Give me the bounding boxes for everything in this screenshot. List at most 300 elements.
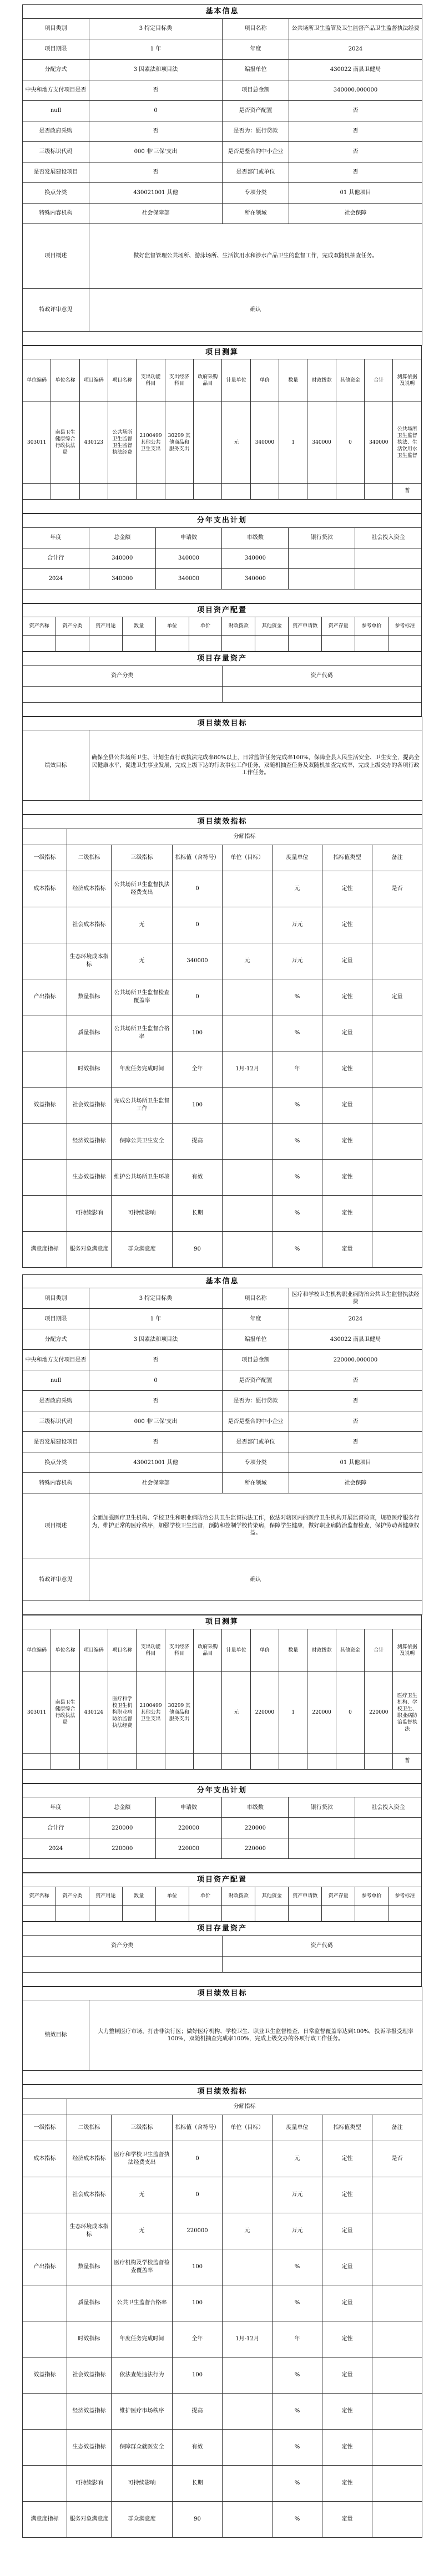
spacer-cell [23, 702, 422, 716]
detail-cell [194, 1671, 222, 1753]
indicator-cell: 全年 [173, 2321, 223, 2357]
section-title-row [23, 1922, 422, 1936]
indicator-cell: 0 [173, 907, 223, 943]
plan-cell: 340000 [222, 548, 289, 568]
indicator-row [23, 1123, 422, 1159]
indicator-cell [223, 2501, 273, 2537]
indicator-cell [372, 2501, 422, 2537]
indicator-cell [223, 2429, 273, 2465]
empty-cell [222, 636, 255, 652]
column-header: 单位名称 [51, 359, 79, 402]
section-title-row [23, 2085, 422, 2099]
indicator-cell: 公共场所卫生监督合格率 [112, 1015, 173, 1051]
column-header: 社会投入资金 [355, 527, 422, 548]
existing-header-row [23, 1935, 422, 1956]
field-value: 否 [89, 80, 223, 100]
field-value: 否 [289, 141, 422, 162]
asset-header-row [23, 617, 422, 636]
field-label: 特殊内容机构 [23, 203, 89, 223]
indicator-cell [223, 2177, 273, 2213]
indicator-cell [372, 1159, 422, 1195]
indicator-cell: 定性 [322, 2177, 372, 2213]
field-value: 社会保障 [289, 203, 422, 223]
existing-header-row [23, 665, 422, 686]
info-row [23, 80, 422, 100]
empty-cell [307, 1753, 336, 1769]
indicator-row [23, 1015, 422, 1051]
field-value: 3 特定目标类 [89, 18, 223, 39]
indicator-cell [23, 2465, 67, 2501]
column-header: 数量 [122, 1887, 155, 1906]
info-row [23, 182, 422, 203]
column-header: 政府采购品目 [194, 1629, 222, 1671]
spacer-cell [23, 500, 422, 514]
empty-cell [23, 636, 56, 652]
empty-cell [194, 1753, 222, 1769]
column-header: 市级数 [222, 527, 289, 548]
empty-cell [222, 686, 422, 702]
column-header: 计量单位 [222, 359, 250, 402]
column-header: 项目名称 [108, 359, 137, 402]
indicator-cell: 元 [223, 943, 273, 979]
section-title-row [23, 1986, 422, 2000]
field-label: 是否政府采购 [23, 121, 89, 141]
column-header: 其他资金 [255, 617, 289, 636]
empty-cell [189, 636, 222, 652]
column-header: 一级指标 [23, 845, 67, 871]
field-value: 01 其他项目 [289, 1452, 422, 1473]
field-label: 三级标识代码 [23, 1411, 89, 1432]
field-value: 社会保障部 [89, 203, 223, 223]
empty-cell [365, 484, 393, 500]
perf-goal-title: 项目绩效目标 [23, 1986, 422, 2000]
column-header: 单价 [189, 617, 222, 636]
asset-empty-row [23, 636, 422, 652]
plan-cell: 合计行 [23, 1818, 89, 1838]
column-header: 资产存量 [322, 1887, 355, 1906]
plan-cell [355, 568, 422, 589]
indicator-row [23, 1087, 422, 1123]
plan-cell [355, 1818, 422, 1838]
indicator-row [23, 2465, 422, 2501]
empty-cell [355, 1906, 389, 1922]
summary-row [23, 223, 422, 288]
field-label: 所在领域 [223, 203, 289, 223]
indicator-cell: 无 [112, 2213, 173, 2249]
column-header: 参考标准 [388, 617, 421, 636]
indicator-cell [223, 2249, 273, 2285]
field-label: 是否资产配置 [223, 100, 289, 121]
indicator-cell: 定量 [322, 2285, 372, 2321]
plan-cell: 2024 [23, 1838, 89, 1859]
indicator-cell: 无 [112, 2177, 173, 2213]
indicator-cell [223, 1231, 273, 1267]
detail-cell: 30299 其他商品和服务支出 [165, 402, 193, 484]
indicator-cell: 效益指标 [23, 2357, 67, 2393]
indicator-cell: 定性 [322, 979, 372, 1015]
indicator-cell: % [273, 1123, 322, 1159]
column-header: 单价 [189, 1887, 222, 1906]
indicator-cell: 定性 [322, 1159, 372, 1195]
indicator-cell: 100 [173, 2285, 223, 2321]
column-header: 二级指标 [67, 2115, 112, 2141]
info-row [23, 141, 422, 162]
detail-cell: 医疗和学校卫生机构职业病防治监督执法经费 [108, 1671, 137, 1753]
indicator-header-row [23, 845, 422, 871]
plan-cell: 340000 [89, 568, 155, 589]
indicator-cell: 定量 [322, 2249, 372, 2285]
indicator-row [23, 979, 422, 1015]
indicator-cell: % [273, 2393, 322, 2429]
indicator-cell: 社会成本指标 [67, 2177, 112, 2213]
indicator-cell: 90 [173, 2501, 223, 2537]
field-label: 项目期限 [23, 1309, 89, 1329]
indicator-row [23, 1231, 422, 1267]
info-row [23, 100, 422, 121]
indicator-cell: 服务对象满意度 [67, 1231, 112, 1267]
column-header: 单位编码 [23, 1629, 51, 1671]
column-header: 社会投入资金 [355, 1797, 422, 1818]
indicator-cell: 群众满意度 [112, 1231, 173, 1267]
empty-cell [23, 1906, 56, 1922]
indicator-cell: 100 [173, 1087, 223, 1123]
indicator-cell: 定性 [322, 1195, 372, 1231]
plan-cell [289, 568, 355, 589]
info-row [23, 1370, 422, 1391]
footer-mark: 普 [393, 1753, 422, 1769]
indicator-cell: 0 [173, 979, 223, 1015]
field-label: 编报单位 [223, 59, 289, 80]
column-header: 测算依据及说明 [393, 359, 422, 402]
basic-info-title: 基本信息 [23, 1274, 422, 1288]
indicator-cell [23, 2213, 67, 2249]
column-header: 其他资金 [336, 359, 364, 402]
column-header: 项目编码 [79, 1629, 108, 1671]
detail-cell [194, 402, 222, 484]
field-value: 000 非'三保'支出 [89, 141, 223, 162]
existing-asset-title: 项目存量资产 [23, 652, 422, 666]
indicator-cell [372, 2285, 422, 2321]
indicator-row [23, 1051, 422, 1087]
field-value: 否 [289, 1432, 422, 1452]
indicator-cell [372, 2249, 422, 2285]
summary-row [23, 1493, 422, 1558]
section-title-row [23, 1784, 422, 1797]
indicator-cell: 0 [173, 2177, 223, 2213]
spacer-row [23, 500, 422, 514]
indicator-cell: 经济效益指标 [67, 1123, 112, 1159]
column-header: 资产名称 [23, 1887, 56, 1906]
existing-asset-table [22, 652, 422, 717]
field-label: 项目期限 [23, 39, 89, 59]
empty-cell [79, 1753, 108, 1769]
section-title-row [23, 1274, 422, 1288]
column-header: 年度 [23, 527, 89, 548]
detail-title: 项目测算 [23, 346, 422, 359]
indicator-cell [23, 1015, 67, 1051]
score-note: 分解指标 [67, 2099, 422, 2115]
spacer-cell [23, 801, 422, 815]
indicator-row [23, 943, 422, 979]
column-header: 支出功能科目 [137, 1629, 165, 1671]
indicator-cell: 定性 [322, 2465, 372, 2501]
spacer-row [23, 1769, 422, 1783]
field-label: 特政评审意见 [23, 288, 89, 331]
field-label: 项目概述 [23, 223, 89, 288]
detail-cell: 0 [336, 402, 364, 484]
column-header: 备注 [372, 845, 422, 871]
column-header: 政府采购品目 [194, 359, 222, 402]
indicator-row [23, 2213, 422, 2249]
indicator-row [23, 2501, 422, 2537]
indicator-cell: 无 [112, 943, 173, 979]
indicator-cell [223, 1195, 273, 1231]
indicator-cell [23, 2393, 67, 2429]
column-header: 单价 [250, 359, 279, 402]
column-header: 参考标准 [388, 1887, 421, 1906]
empty-cell [79, 484, 108, 500]
column-header: 申请数 [155, 1797, 222, 1818]
field-label: 年度 [223, 39, 289, 59]
empty-cell [355, 636, 389, 652]
empty-cell [108, 1753, 137, 1769]
empty-cell [279, 484, 307, 500]
detail-cell: 南县卫生健康综合行政执法局 [51, 402, 79, 484]
indicator-cell: 依法查处违法行为 [112, 2357, 173, 2393]
indicator-cell: 时效指标 [67, 1051, 112, 1087]
indicator-cell: % [273, 2465, 322, 2501]
indicator-note-row [23, 829, 422, 845]
empty-cell [89, 636, 122, 652]
indicator-cell [223, 2285, 273, 2321]
indicator-cell: % [273, 2357, 322, 2393]
indicator-cell: % [273, 1159, 322, 1195]
indicator-cell [372, 2465, 422, 2501]
column-header: 年度 [23, 1797, 89, 1818]
empty-cell [137, 484, 165, 500]
indicator-cell [223, 979, 273, 1015]
indicator-cell [223, 2393, 273, 2429]
plan-cell: 340000 [222, 568, 289, 589]
indicator-cell: 元 [273, 871, 322, 907]
plan-header-row [23, 527, 422, 548]
field-value: 公共场所卫生监管及卫生监督产品卫生监督执法经费 [289, 18, 422, 39]
indicator-cell [372, 2393, 422, 2429]
spacer-row [23, 1601, 422, 1615]
column-header: 计量单位 [222, 1629, 250, 1671]
empty-cell [222, 1956, 422, 1972]
empty-cell [137, 1753, 165, 1769]
indicator-cell: % [273, 1087, 322, 1123]
plan-cell [289, 1818, 355, 1838]
indicator-cell: 万元 [273, 943, 322, 979]
field-label: null [23, 100, 89, 121]
indicator-row [23, 2249, 422, 2285]
indicator-cell: 医疗机构及学校监督检查覆盖率 [112, 2249, 173, 2285]
indicator-cell: 年度任务完成时间 [112, 1051, 173, 1087]
asset-empty-row [23, 1906, 422, 1922]
field-label: 是否资产配置 [223, 1370, 289, 1391]
indicator-cell [23, 2177, 67, 2213]
plan-cell [289, 548, 355, 568]
indicator-cell [23, 2321, 67, 2357]
indicator-cell [372, 1051, 422, 1087]
indicator-cell: 定量 [322, 2501, 372, 2537]
empty-cell [56, 636, 89, 652]
plan-row [23, 548, 422, 568]
empty-cell [307, 484, 336, 500]
indicator-cell: 质量指标 [67, 2285, 112, 2321]
field-value: 否 [89, 1350, 223, 1370]
indicator-cell: 是否 [372, 2141, 422, 2177]
indicator-cell [23, 2429, 67, 2465]
spacer-cell [23, 1601, 422, 1615]
empty-cell [322, 1906, 355, 1922]
field-label: 是否是整合的中小企业 [223, 141, 289, 162]
spacer-cell [23, 589, 422, 603]
section-title-row [23, 1873, 422, 1887]
indicator-cell [372, 2357, 422, 2393]
section-title-row [23, 514, 422, 528]
detail-cell: 430123 [79, 402, 108, 484]
indicator-cell: % [273, 1231, 322, 1267]
indicator-cell [223, 1123, 273, 1159]
field-label: 专项分类 [223, 182, 289, 203]
detail-title: 项目测算 [23, 1615, 422, 1629]
empty-cell [51, 1753, 79, 1769]
detail-cell: 220000 [250, 1671, 279, 1753]
indicator-cell: 年度任务完成时间 [112, 2321, 173, 2357]
existing-empty-row [23, 686, 422, 702]
plan-title: 分年支出计划 [23, 1784, 422, 1797]
basic-info-title: 基本信息 [23, 5, 422, 19]
field-label: 编报单位 [223, 1329, 289, 1350]
indicator-row [23, 1195, 422, 1231]
review-value: 确认 [89, 1558, 422, 1601]
field-label: 专项分类 [223, 1452, 289, 1473]
existing-asset-title: 项目存量资产 [23, 1922, 422, 1936]
detail-table [22, 346, 422, 514]
field-value: 1 年 [89, 1309, 223, 1329]
indicator-cell: 维护医疗市场秩序 [112, 2393, 173, 2429]
indicator-cell: 维护公共场所卫生环境 [112, 1159, 173, 1195]
field-label: 是否是整合的中小企业 [223, 1411, 289, 1432]
detail-cell: 南县卫生健康综合行政执法局 [51, 1671, 79, 1753]
field-label: 项目名称 [223, 1288, 289, 1309]
project-block [22, 1274, 422, 2538]
plan-cell [355, 1838, 422, 1859]
indicator-cell: 时效指标 [67, 2321, 112, 2357]
footer-mark: 普 [393, 484, 422, 500]
empty-cell [365, 1753, 393, 1769]
indicator-cell: 定性 [322, 2429, 372, 2465]
info-row [23, 1473, 422, 1493]
indicator-cell: 产出指标 [23, 2249, 67, 2285]
info-row [23, 1309, 422, 1329]
section-title-row [23, 652, 422, 666]
indicator-cell: 可持续影响 [67, 2465, 112, 2501]
section-title-row [23, 603, 422, 617]
existing-empty-row [23, 1956, 422, 1972]
indicator-cell: 生态效益指标 [67, 1159, 112, 1195]
field-label: 所在领域 [223, 1473, 289, 1493]
indicator-cell: 社会效益指标 [67, 1087, 112, 1123]
indicator-cell: % [273, 1015, 322, 1051]
indicator-cell: 成本指标 [23, 2141, 67, 2177]
detail-footer-row [23, 1753, 422, 1769]
column-header: 单位名称 [51, 1629, 79, 1671]
plan-cell: 340000 [155, 548, 222, 568]
detail-cell: 元 [222, 1671, 250, 1753]
indicator-cell [223, 907, 273, 943]
empty-cell [322, 636, 355, 652]
indicator-cell: 定性 [322, 1051, 372, 1087]
indicator-cell [223, 2141, 273, 2177]
column-header: 银行贷款 [289, 1797, 355, 1818]
perf-goal-text: 大力整顿医疗市场，打击非法行医；做好医疗机构、学校卫生、职业卫生监督检查，日常监督覆盖率达到100%，投诉举报受理率100%，双随机抽查完成率100%，完成上级交办的各项行政工作任务。 [89, 2000, 422, 2071]
indicator-cell: 群众满意度 [112, 2501, 173, 2537]
detail-cell: 220000 [307, 1671, 336, 1753]
column-header: 指标值（含符号） [173, 2115, 223, 2141]
indicator-cell: 效益指标 [23, 1087, 67, 1123]
section-title-row [23, 717, 422, 730]
indicator-cell: 保障公共卫生安全 [112, 1123, 173, 1159]
indicator-cell: 社会成本指标 [67, 907, 112, 943]
column-header: 单位（目标） [223, 845, 273, 871]
indicator-cell [223, 2357, 273, 2393]
section-title-row [23, 346, 422, 359]
indicator-cell: 提高 [173, 1123, 223, 1159]
indicator-cell: 有效 [173, 2429, 223, 2465]
plan-cell [355, 548, 422, 568]
asset-config-table [22, 603, 422, 652]
field-value: 医疗和学校卫生机构职业病防治公共卫生监督执法经费 [289, 1288, 422, 1309]
empty-cell [165, 1753, 193, 1769]
indicator-cell: 可持续影响 [67, 1195, 112, 1231]
section-title-row [23, 815, 422, 829]
info-row [23, 39, 422, 59]
detail-cell: 220000 [365, 1671, 393, 1753]
indicator-row [23, 2393, 422, 2429]
empty-cell [122, 1906, 155, 1922]
spacer-row [23, 1859, 422, 1873]
indicator-cell [23, 2285, 67, 2321]
field-value: 0 [89, 1370, 223, 1391]
indicator-cell: 定性 [322, 1123, 372, 1159]
field-value: 否 [289, 1391, 422, 1411]
detail-cell: 340000 [307, 402, 336, 484]
indicator-cell: 经济效益指标 [67, 2393, 112, 2429]
field-label: 三级标识代码 [23, 141, 89, 162]
indicator-cell [372, 1015, 422, 1051]
indicator-cell: 公共场所卫生监督执法经费支出 [112, 871, 173, 907]
indicator-cell: 定性 [322, 871, 372, 907]
indicator-cell: 服务对象满意度 [67, 2501, 112, 2537]
indicator-cell: 提高 [173, 2393, 223, 2429]
column-header: 度量单位 [273, 2115, 322, 2141]
column-header: 资产分类 [23, 665, 223, 686]
indicator-cell: % [273, 2501, 322, 2537]
empty-cell [165, 484, 193, 500]
info-row [23, 203, 422, 223]
indicator-cell: 数量指标 [67, 979, 112, 1015]
field-label: 是否发展建设项目 [23, 1432, 89, 1452]
indicator-cell: % [273, 2249, 322, 2285]
plan-cell: 2024 [23, 568, 89, 589]
spacer-row [23, 702, 422, 716]
indicator-cell: 可持续影响 [112, 1195, 173, 1231]
indicator-cell: 定量 [322, 2213, 372, 2249]
